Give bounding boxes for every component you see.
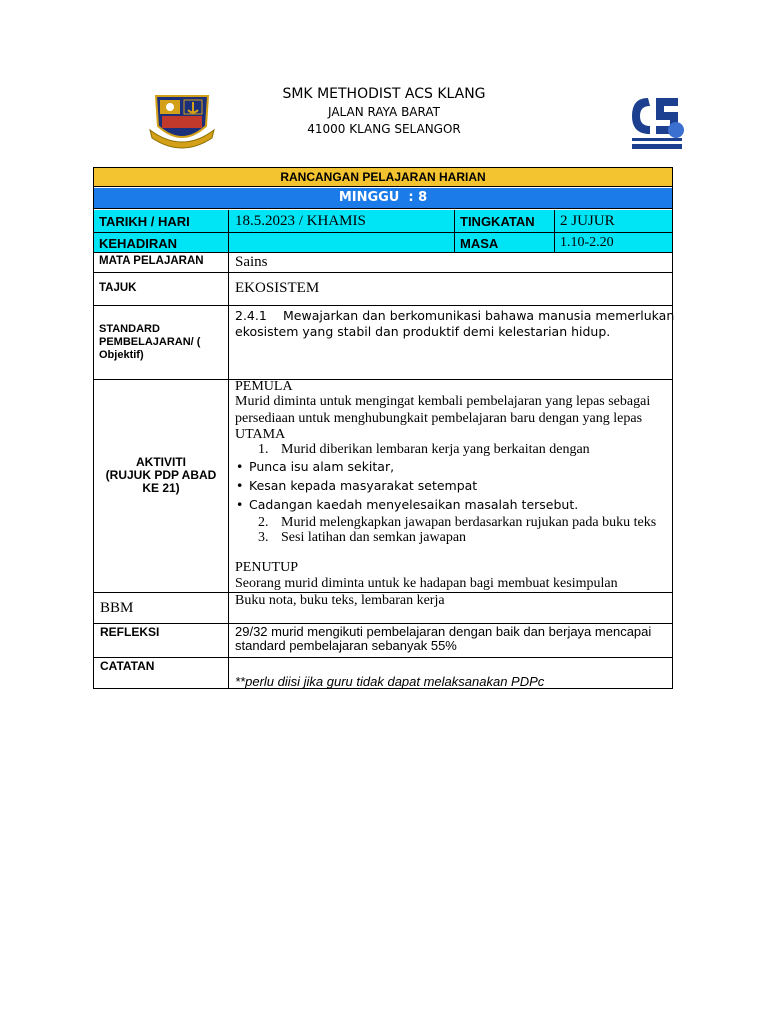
notes-value: **perlu diisi jika guru tidak dapat melaksanakan PDPc [235,674,545,689]
date-value: 18.5.2023 / KHAMIS [235,213,366,229]
topic-label: TAJUK [99,282,137,294]
activity-pemula-2: persediaan untuk menghubungkait pembelajaran baru dengan yang lepas [235,411,643,426]
reflection-text-2: standard pembelajaran sebanyak 55% [235,638,457,653]
school-name: SMK METHODIST ACS KLANG [282,86,486,102]
bbm-label: BBM [100,600,134,616]
subject-value: Sains [235,254,268,270]
activity-label-line2: (RUJUK PDP ABAD [105,468,217,482]
activity-penutup-1: Seorang murid diminta untuk ke hadapan bagi membuat kesimpulan [235,576,618,591]
bbm-value: Buku nota, buku teks, lembaran kerja [235,593,445,608]
level-label: TINGKATAN [460,214,535,229]
notes-label: CATATAN [100,659,155,673]
activity-utama: UTAMA [235,427,286,442]
standard-code: 2.4.1 [235,308,267,323]
time-value: 1.10-2.20 [560,235,614,250]
date-label: TARIKH / HARI [99,214,190,229]
reflection-label: REFLEKSI [100,625,160,639]
bullet-icon: • [236,459,244,474]
activity-step1-num: 1. [258,442,269,457]
activity-bullet-2: Kesan kepada masyarakat setempat [249,478,478,493]
subject-label: MATA PELAJARAN [99,255,204,267]
week-label: MINGGU : 8 [338,190,428,205]
activity-label [94,456,228,495]
activity-bullet-3: Cadangan kaedah menyelesaikan masalah tersebut. [249,497,579,512]
activity-step3-text: Sesi latihan dan semkan jawapan [281,530,467,545]
standard-label: STANDARD PEMBELAJARAN/ ( Objektif) [99,323,201,361]
attendance-label: KEHADIRAN [99,236,177,251]
activity-step2-text: Murid melengkapkan jawapan berdasarkan rujukan pada buku teks [281,515,657,530]
activity-step2-num: 2. [258,515,269,530]
school-address-line1: JALAN RAYA BARAT [328,105,440,119]
activity-bullet-1: Punca isu alam sekitar, [249,459,395,474]
activity-label-line1: AKTIVITI [136,455,186,469]
bullet-icon: • [236,497,244,512]
activity-label-line3: KE 21) [142,481,180,495]
level-value: 2 JUJUR [560,213,615,229]
activity-step1-text: Murid diberikan lembaran kerja yang berkaitan dengan [281,442,590,457]
school-address-line2: 41000 KLANG SELANGOR [307,122,461,136]
standard-text-1: Mewajarkan dan berkomunikasi bahawa manusia memerlukan [283,308,675,323]
activity-pemula-1: Murid diminta untuk mengingat kembali pembelajaran yang lepas sebagai [235,394,651,409]
reflection-text-1: 29/32 murid mengikuti pembelajaran dengan baik dan berjaya mencapai [235,624,652,639]
time-label: MASA [460,236,499,251]
activity-penutup: PENUTUP [235,560,299,575]
topic-value: EKOSISTEM [235,280,320,296]
activity-step3-num: 3. [258,530,269,545]
standard-text-2: ekosistem yang stabil dan produktif demi kelestarian hidup. [235,324,611,339]
bullet-icon: • [236,478,244,493]
plan-title: RANCANGAN PELAJARAN HARIAN [280,170,486,184]
activity-pemula: PEMULA [235,379,293,394]
